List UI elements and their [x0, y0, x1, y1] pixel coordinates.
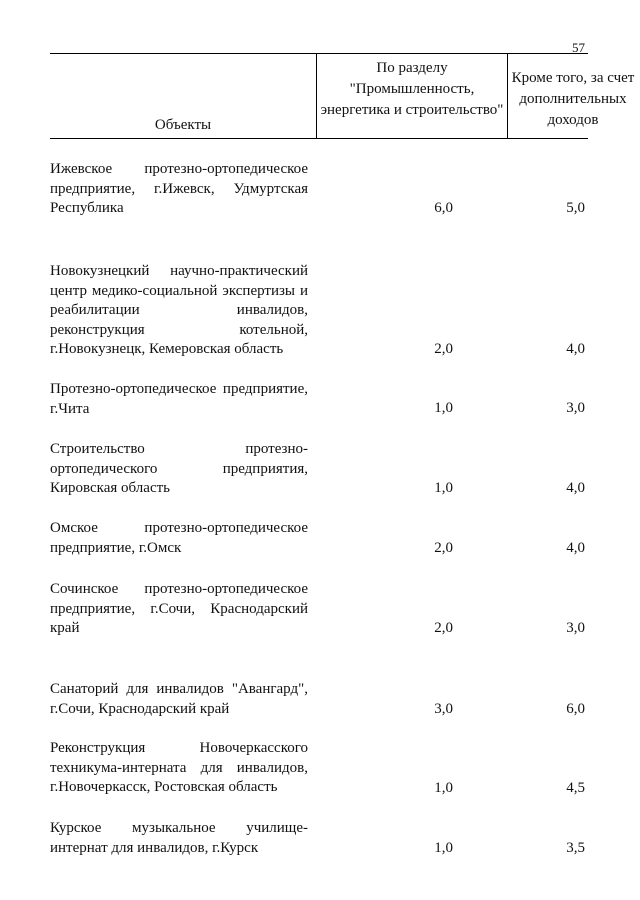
row-section-value: 6,0 [434, 200, 453, 216]
column-header-extra-income: Кроме того, за счет дополнительных доходов [511, 70, 635, 128]
column-header-objects-label: Объекты [154, 117, 212, 133]
row-extra-value: 3,5 [566, 840, 585, 856]
row-object-name: Новокузнецкий научно-практический центр медико-социальной экспертизы и реабилитации инвалидов, реконструкция котельной, г.Новокузнецк, Кемеровская область [50, 263, 308, 357]
row-object-name: Протезно-ортопедическое предприятие, г.Чита [50, 381, 308, 417]
row-section-value: 1,0 [434, 480, 453, 496]
row-extra-value: 5,0 [566, 200, 585, 216]
page-number: 57 [572, 40, 585, 55]
row-object-name: Санаторий для инвалидов "Авангард", г.Сочи, Краснодарский край [50, 681, 308, 717]
row-extra-value: 3,0 [566, 400, 585, 416]
row-extra-value: 4,5 [566, 780, 585, 796]
row-section-value: 1,0 [434, 780, 453, 796]
row-extra-value: 6,0 [566, 701, 585, 717]
row-extra-value: 4,0 [566, 540, 585, 556]
row-object-name: Строительство протезно-ортопедического предприятия, Кировская область [50, 441, 308, 496]
row-extra-value: 4,0 [566, 480, 585, 496]
row-extra-value: 4,0 [566, 341, 585, 357]
row-object-name: Омское протезно-ортопедическое предприятие, г.Омск [50, 520, 308, 556]
row-section-value: 1,0 [434, 400, 453, 416]
row-section-value: 3,0 [434, 701, 453, 717]
column-header-section: По разделу "Промышленность, энергетика и строительство" [316, 54, 508, 138]
row-object-name: Ижевское протезно-ортопедическое предприятие, г.Ижевск, Удмуртская Республика [50, 161, 308, 216]
row-section-value: 2,0 [434, 341, 453, 357]
row-section-value: 1,0 [434, 840, 453, 856]
row-object-name: Реконструкция Новочеркасского техникума-интерната для инвалидов, г.Новочеркасск, Ростовская область [50, 740, 308, 795]
row-extra-value: 3,0 [566, 620, 585, 636]
column-header-objects [50, 54, 316, 138]
table-header [50, 53, 635, 139]
row-section-value: 2,0 [434, 620, 453, 636]
row-object-name: Курское музыкальное училище-интернат для инвалидов, г.Курск [50, 820, 308, 856]
row-section-value: 2,0 [434, 540, 453, 556]
row-object-name: Сочинское протезно-ортопедическое предприятие, г.Сочи, Краснодарский край [50, 581, 308, 636]
